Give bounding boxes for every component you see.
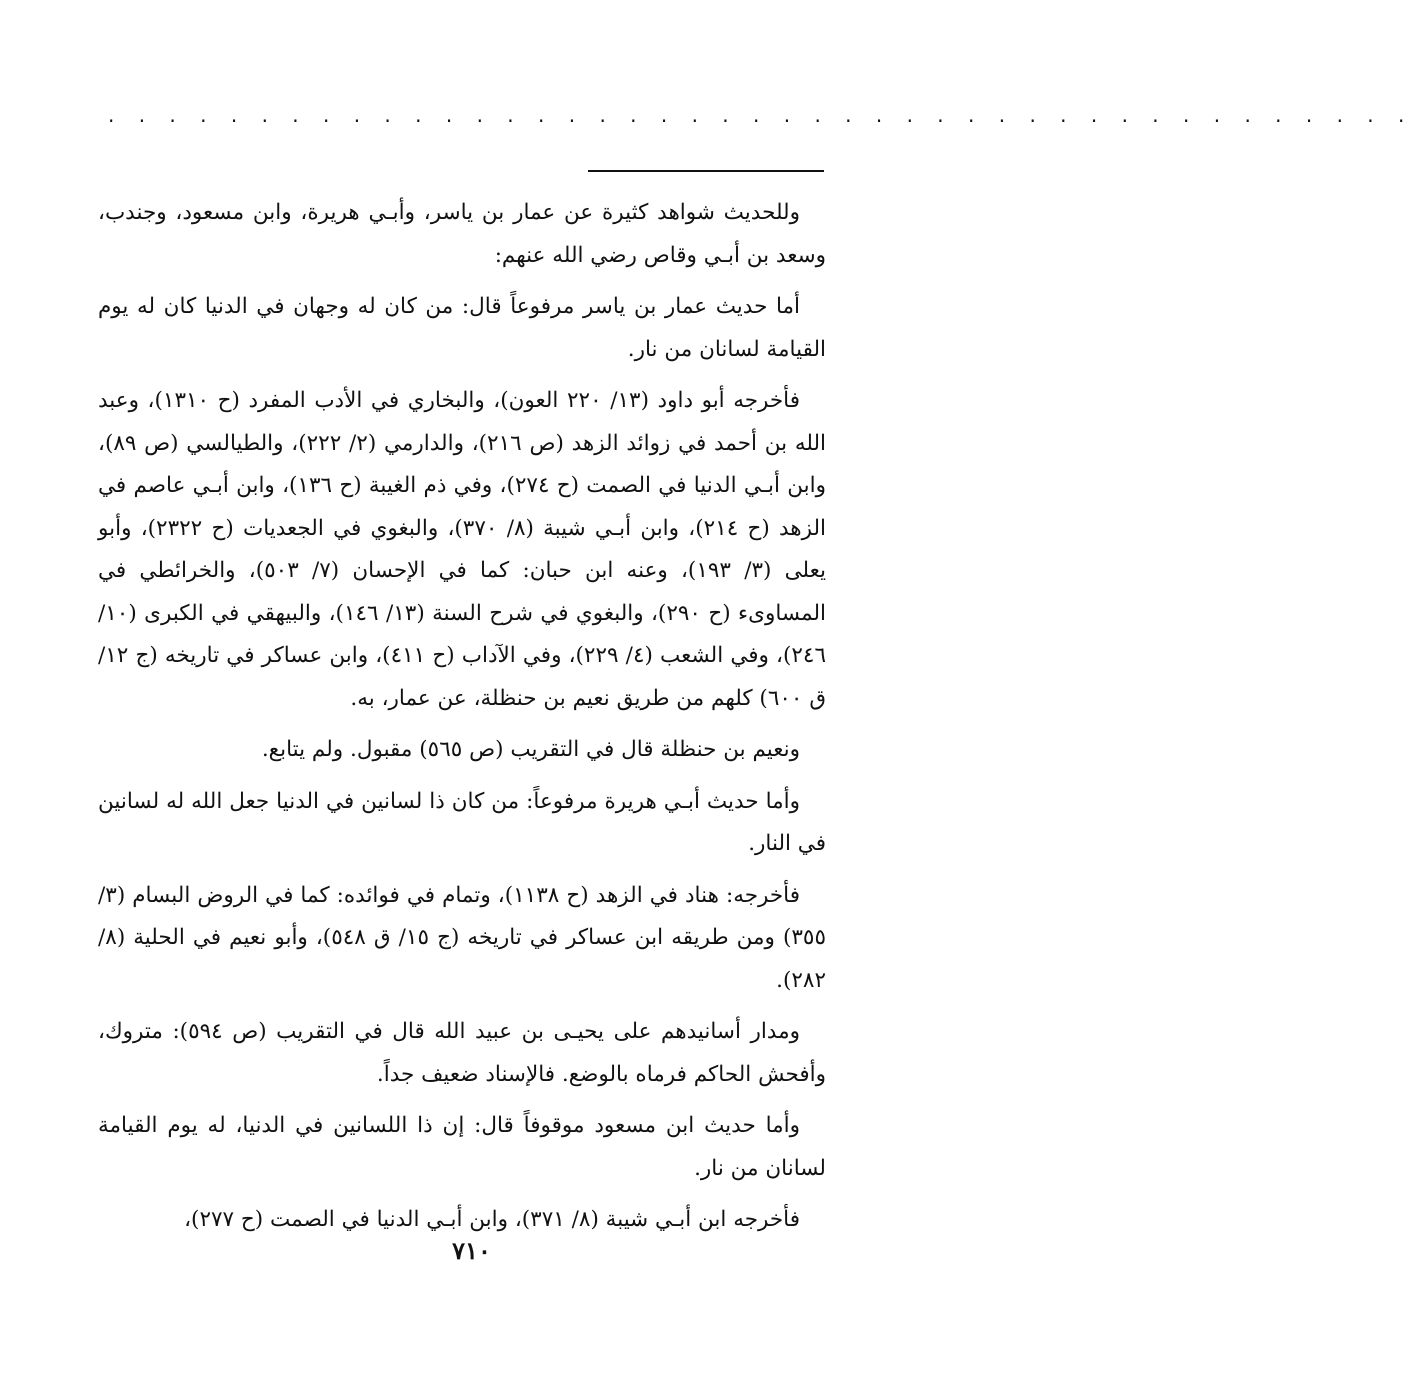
page-body [98, 192, 826, 1251]
paragraph-ibn-masud-hadith: وأما حديث ابن مسعود موقوفاً قال: إن ذا اللسانين في الدنيا، له يوم القيامة لسانان من نار. [98, 1113, 826, 1181]
paragraph-ibn-masud-takhrij: فأخرجه ابن أبـي شيبة (٨/ ٣٧١)، وابن أبـي الدنيا في الصمت (ح ٢٧٧)، [184, 1207, 800, 1232]
paragraph-abu-hurayra-hadith: وأما حديث أبـي هريرة مرفوعاً: من كان ذا لسانين في الدنيا جعل الله له لسانين في النار. [98, 788, 826, 856]
separator-dots: . . . . . . . . . . . . . . . . . . . . . . . . . . . . . . . . . . . . . . . . . . . [108, 103, 1413, 127]
footnote-rule [588, 170, 824, 172]
paragraph-abu-hurayra-takhrij: فأخرجه: هناد في الزهد (ح ١١٣٨)، وتمام في فوائده: كما في الروض البسام (٣/ ٣٥٥) ومن طريقه ابن عساكر في تاريخه (ج ١٥/ ق ٥٤٨)، وأبو نعيم في الحلية (٨/ ٢٨٢). [98, 882, 826, 993]
paragraph-nuaym-grading: ونعيم بن حنظلة قال في التقريب (ص ٥٦٥) مقبول. ولم يتابع. [261, 737, 800, 762]
paragraph-ammar-takhrij: فأخرجه أبو داود (١٣/ ٢٢٠ العون)، والبخاري في الأدب المفرد (ح ١٣١٠)، وعبد الله بن أحمد في زوائد الزهد (ص ٢١٦)، والدارمي (٢/ ٢٢٢)، والطيالسي (ص ٨٩)، وابن أبـي الدنيا في الصمت (ح ٢٧٤)، وفي ذم الغيبة (ح ١٣٦)، وابن أبـي عاصم في الزهد (ح ٢١٤)، وابن أبـي شيبة (٨/ ٣٧٠)، والبغوي في الجعديات (ح ٢٣٢٢)، وأبو يعلى (٣/ ١٩٣)، وعنه ابن حبان: كما في الإحسان (٧/ ٥٠٣)، والخرائطي في المساوىء (ح ٢٩٠)، والبغوي في شرح السنة (١٣/ ١٤٦)، والبيهقي في الكبرى (١٠/ ٢٤٦)، وفي الشعب (٤/ ٢٢٩)، وفي الآداب (ح ٤١١)، وابن عساكر في تاريخه (ج ١٢/ ق ٦٠٠) كلهم من طريق نعيم بن حنظلة، عن عمار، به. [98, 388, 827, 711]
paragraph-shawahid-intro: وللحديث شواهد كثيرة عن عمار بن ياسر، وأبـي هريرة، وابن مسعود، وجندب، وسعد بن أبـي وقاص رضي الله عنهم: [98, 200, 826, 268]
paragraph-isnad-grading: ومدار أسانيدهم على يحيـى بن عبيد الله قال في التقريب (ص ٥٩٤): متروك، وأفحش الحاكم فرماه بالوضع. فالإسناد ضعيف جداً. [98, 1019, 826, 1087]
page-number: ٧١٠ [452, 1236, 491, 1265]
paragraph-ammar-hadith: أما حديث عمار بن ياسر مرفوعاً قال: من كان له وجهان في الدنيا كان له يوم القيامة لسانان من نار. [98, 294, 826, 362]
